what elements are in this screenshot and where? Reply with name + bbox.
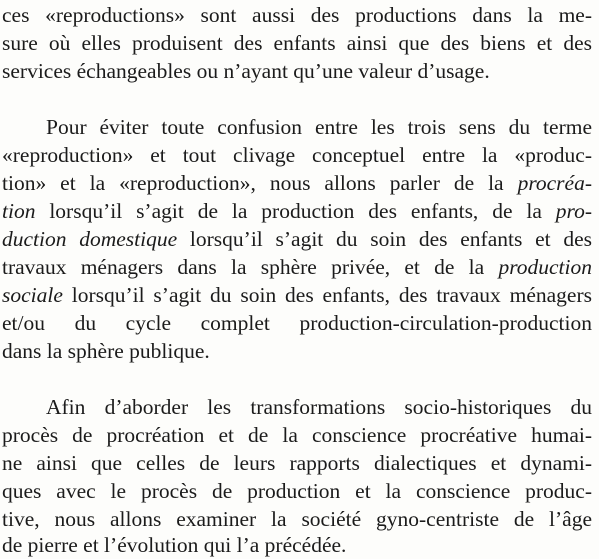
italic-term: production <box>498 255 592 279</box>
text-line: ne ainsi que celles de leurs rapports dialectiques et dynami- <box>2 451 592 475</box>
text-run: lorsqu’il s’agit de la production des enfants, de la <box>35 199 556 223</box>
text-line: dans la sphère publique. <box>2 339 210 363</box>
text-line: tive, nous allons examiner la société gyno-centriste de l’âge <box>2 507 592 531</box>
italic-term: tion <box>2 199 36 223</box>
text-line: et/ou du cycle complet production-circulation-production <box>2 311 592 335</box>
text-line: sure où elles produisent des enfants ainsi que des biens et des <box>2 31 592 55</box>
text-line <box>2 169 592 197</box>
italic-term: pro- <box>555 199 592 223</box>
text-run: tion» et la «reproduction», nous allons parler de la <box>2 171 518 195</box>
text-run: lorsqu’il s’agit du soin des enfants et des <box>177 227 593 251</box>
text-line <box>2 281 592 309</box>
text-run: lorsqu’il s’agit du soin des enfants, des travaux ménagers <box>62 283 592 307</box>
text-line: ques avec le procès de production et la conscience produc- <box>2 479 592 503</box>
text-line: Afin d’aborder les transformations socio-historiques du <box>46 395 592 419</box>
text-line <box>2 253 592 281</box>
text-line: de pierre et l’évolution qui l’a précédée. <box>2 533 347 557</box>
italic-term: procréa- <box>517 171 592 195</box>
text-line: ces «reproductions» sont aussi des productions dans la me- <box>2 3 592 27</box>
text-line <box>2 197 592 225</box>
text-line: procès de procréation et de la conscience procréative humai- <box>2 423 592 447</box>
text-line: Pour éviter toute confusion entre les trois sens du terme <box>46 115 592 139</box>
text-run: travaux ménagers dans la sphère privée, et de la <box>2 255 499 279</box>
text-line <box>2 225 592 253</box>
text-line: «reproduction» et tout clivage conceptuel entre la «produc- <box>2 143 592 167</box>
italic-term: sociale <box>2 283 63 307</box>
text-line: services échangeables ou n’ayant qu’une valeur d’usage. <box>2 59 490 83</box>
italic-term: duction domestique <box>2 227 178 251</box>
